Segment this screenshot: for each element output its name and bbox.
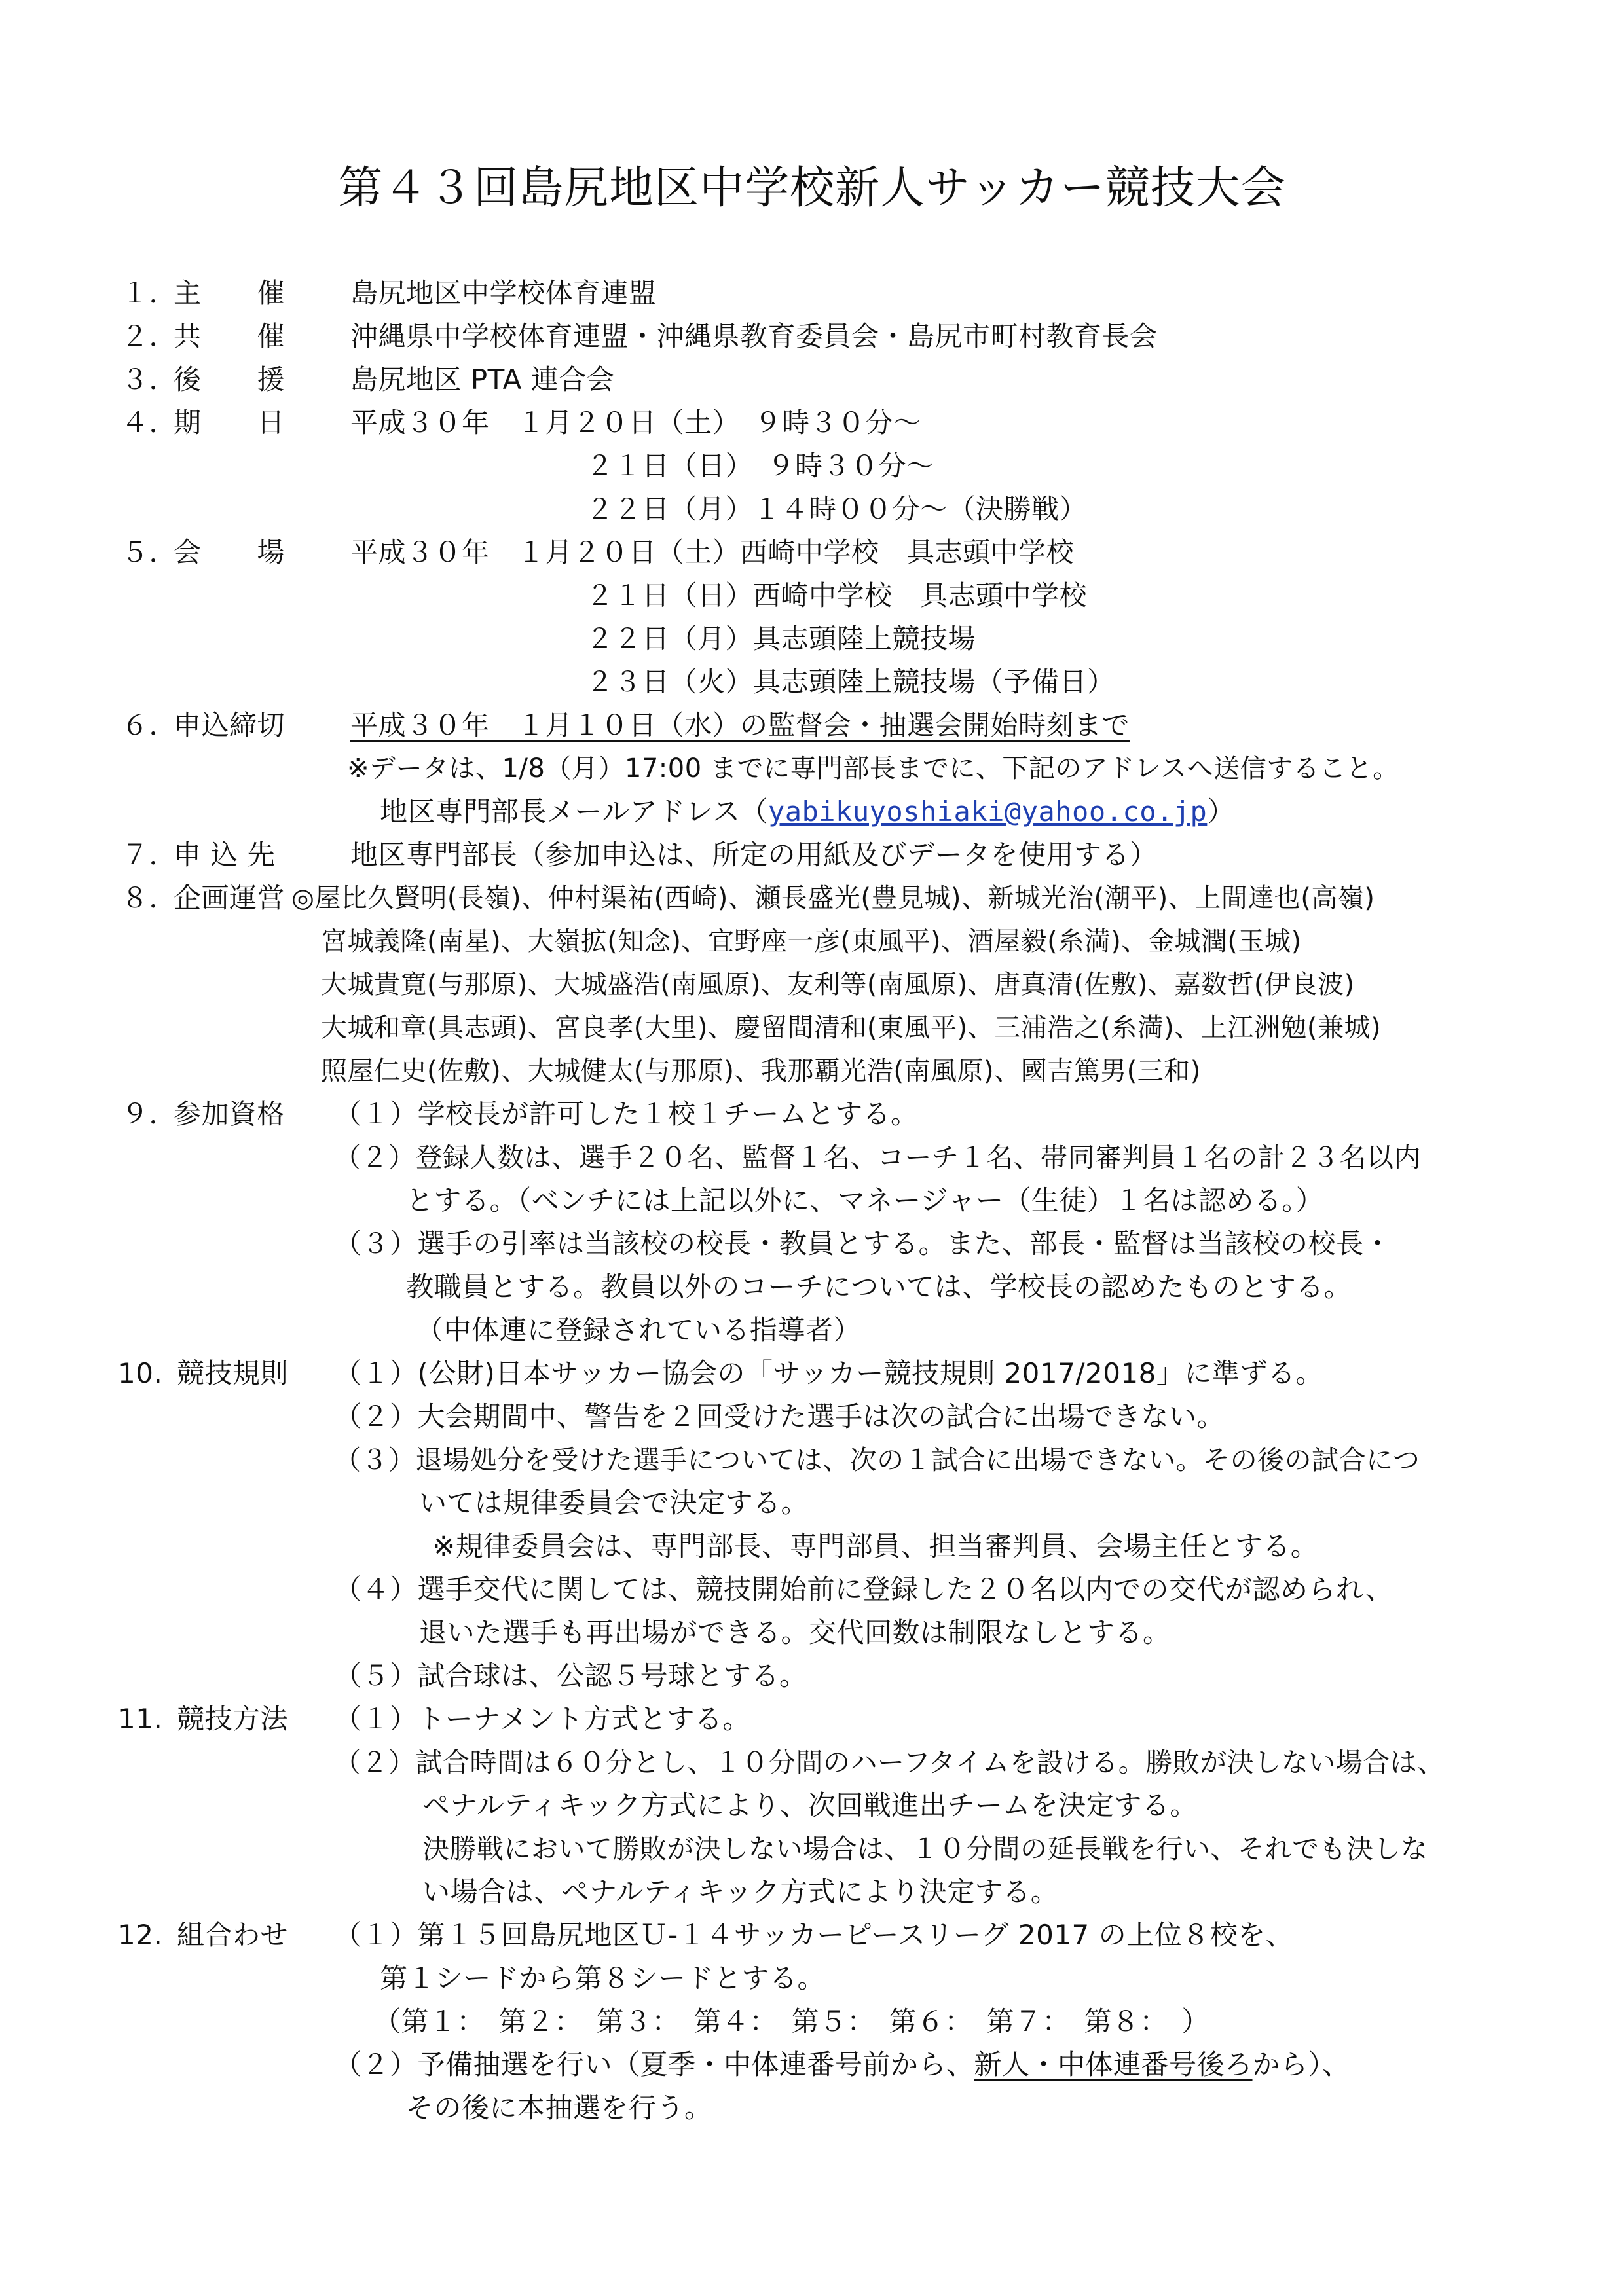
mail-prefix: 地区専門部長メールアドレス（: [380, 795, 768, 828]
section-number: 10.: [118, 1357, 163, 1389]
method-line: （１）トーナメント方式とする。: [334, 1703, 750, 1735]
method-line: い場合は、ペナルティキック方式により決定する。: [422, 1876, 1059, 1908]
section-text: 島尻地区 PTA 連合会: [350, 363, 615, 395]
section-number: 11.: [118, 1703, 163, 1735]
section-number: ９．: [121, 1098, 177, 1130]
staff-line: 照屋仁史(佐敷)、大城健太(与那原)、我那覇光浩(南風原)、國吉篤男(三和): [321, 1056, 1201, 1086]
method-line: （２）試合時間は６０分とし、１０分間のハーフタイムを設ける。勝敗が決しない場合は、: [334, 1747, 1445, 1778]
section-label: 競技方法: [177, 1703, 289, 1735]
staff-line: ◎屋比久賢明(長嶺)、仲村渠祐(西崎)、瀬長盛光(豊見城)、新城光治(潮平)、上間達也(高嶺): [291, 883, 1375, 913]
date-line: ２１日（日） ９時３０分～: [586, 450, 934, 482]
section-text: 沖縄県中学校体育連盟・沖縄県教育委員会・島尻市町村教育長会: [350, 320, 1158, 352]
rules-line: （４）選手交代に関しては、競技開始前に登録した２０名以内での交代が認められ、: [334, 1573, 1393, 1605]
seed-list: （第１： 第２： 第３： 第４： 第５： 第６： 第７： 第８： ）: [373, 2005, 1210, 2037]
eligibility-line: 教職員とする。教員以外のコーチについては、学校長の認めたものとする。: [406, 1271, 1352, 1303]
page-title: 第４３回島尻地区中学校新人サッカー競技大会: [338, 162, 1286, 214]
section-label: 申込締切: [174, 709, 286, 741]
staff-line: 大城貴寛(与那原)、大城盛浩(南風原)、友利等(南風原)、唐真清(佐敷)、嘉数哲(伊良波): [321, 970, 1355, 1000]
section-number: ７．: [121, 839, 177, 871]
eligibility-line: （中体連に登録されている指導者）: [416, 1314, 862, 1346]
section-label: 企画運営: [174, 882, 286, 914]
section-label: 期 日: [174, 407, 286, 439]
date-line: ２２日（月）１４時００分～（決勝戦）: [586, 493, 1088, 525]
rules-line: （１）(公財)日本サッカー協会の「サッカー競技規則 2017/2018」に準ずる。: [334, 1357, 1323, 1389]
rules-line: いては規律委員会で決定する。: [419, 1487, 809, 1519]
mail-line: [380, 790, 1235, 833]
section-text: 島尻地区中学校体育連盟: [350, 277, 657, 309]
venue-line: ２１日（日）西崎中学校 具志頭中学校: [586, 579, 1088, 611]
section-number: ６．: [121, 709, 177, 741]
staff-line: 宮城義隆(南星)、大嶺拡(知念)、宜野座一彦(東風平)、酒屋毅(糸満)、金城潤(玉城): [321, 926, 1302, 957]
venue-line: ２３日（火）具志頭陸上競技場（予備日）: [586, 666, 1115, 698]
section-label: 参加資格: [174, 1098, 286, 1130]
section-label: 後 援: [174, 363, 286, 395]
eligibility-line: （２）登録人数は、選手２０名、監督１名、コーチ１名、帯同審判員１名の計２３名以内: [334, 1142, 1421, 1173]
bracket-text: から）、: [1252, 2049, 1350, 2081]
eligibility-line: （３）選手の引率は当該校の校長・教員とする。また、部長・監督は当該校の校長・: [334, 1228, 1392, 1260]
section-label: 組合わせ: [177, 1919, 289, 1951]
date-line: 平成３０年 １月２０日（土） ９時３０分～: [350, 407, 921, 439]
rules-line: （２）大会期間中、警告を２回受けた選手は次の試合に出場できない。: [334, 1400, 1225, 1432]
method-line: ペナルティキック方式により、次回戦進出チームを決定する。: [422, 1789, 1198, 1821]
deadline-text: 平成３０年 １月１０日（水）の監督会・抽選会開始時刻まで: [350, 709, 1130, 741]
section-number: ５．: [121, 536, 177, 568]
venue-line: 平成３０年 １月２０日（土）西崎中学校 具志頭中学校: [350, 536, 1075, 568]
section-number: ２．: [121, 320, 177, 352]
section-label: 共 催: [174, 320, 286, 352]
bracket-text: （２）予備抽選を行い（夏季・中体連番号前から、: [334, 2049, 974, 2081]
bracket-line: 第１シードから第８シードとする。: [380, 1962, 826, 1994]
section-number: １．: [121, 277, 177, 309]
section-text: 地区専門部長（参加申込は、所定の用紙及びデータを使用する）: [350, 839, 1158, 871]
section-number: 12.: [118, 1919, 163, 1951]
rules-line: （５）試合球は、公認５号球とする。: [334, 1660, 807, 1692]
data-submission-note: ※データは、1/8（月）17:00 までに専門部長までに、下記のアドレスへ送信すること。: [347, 754, 1399, 784]
eligibility-line: とする。（ベンチには上記以外に、マネージャー（生徒）１名は認める。）: [406, 1184, 1324, 1216]
method-line: 決勝戦において勝敗が決しない場合は、１０分間の延長戦を行い、それでも決しな: [422, 1833, 1428, 1865]
mail-suffix: ）: [1207, 795, 1235, 828]
section-label: 主 催: [174, 277, 286, 309]
section-number: ８．: [121, 882, 177, 914]
section-label: 競技規則: [177, 1357, 289, 1389]
section-number: ３．: [121, 363, 177, 395]
rules-line: （３）退場処分を受けた選手については、次の１試合に出場できない。その後の試合につ: [334, 1444, 1420, 1476]
email-link[interactable]: yabikuyoshiaki@yahoo.co.jp: [767, 795, 1208, 828]
section-number: ４．: [121, 407, 177, 439]
bracket-line: （１）第１５回島尻地区Ｕ-１４サッカーピースリーグ 2017 の上位８校を、: [334, 1919, 1294, 1951]
eligibility-line: （１）学校長が許可した１校１チームとする。: [334, 1098, 919, 1130]
staff-line: 大城和章(具志頭)、宮良孝(大里)、慶留間清和(東風平)、三浦浩之(糸満)、上江洲勉(兼城): [321, 1013, 1382, 1043]
rules-line: ※規律委員会は、専門部長、専門部員、担当審判員、会場主任とする。: [432, 1530, 1319, 1562]
section-label: 会 場: [174, 536, 286, 568]
bracket-text-underlined: 新人・中体連番号後ろ: [974, 2049, 1253, 2081]
venue-line: ２２日（月）具志頭陸上競技場: [586, 623, 976, 655]
bracket-line: [334, 2043, 1350, 2086]
rules-line: 退いた選手も再出場ができる。交代回数は制限なしとする。: [419, 1616, 1171, 1649]
bracket-line: その後に本抽選を行う。: [406, 2092, 712, 2124]
section-label: 申 込 先: [174, 839, 276, 871]
